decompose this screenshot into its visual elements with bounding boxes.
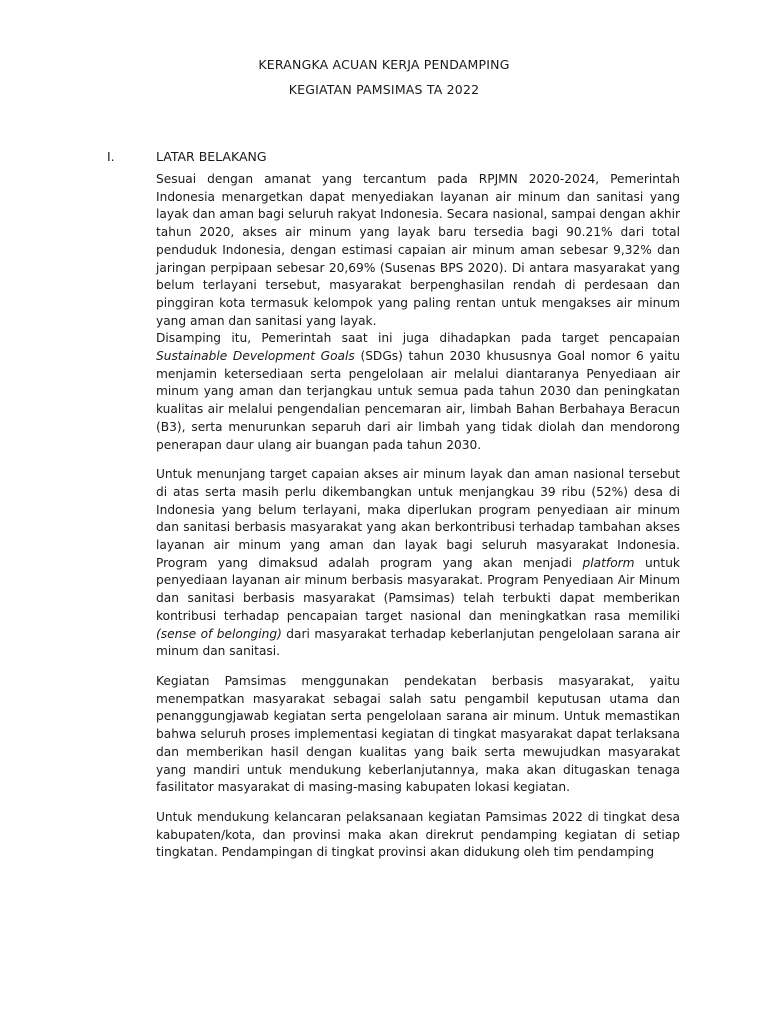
paragraph-2-emphasis: Sustainable Development Goals [156, 349, 355, 364]
document-title-line-1: KERANGKA ACUAN KERJA PENDAMPING [258, 57, 510, 72]
section-number: I. [107, 149, 115, 164]
paragraph-3 [156, 466, 680, 661]
section-heading: LATAR BELAKANG [156, 149, 267, 164]
section-body [156, 171, 680, 862]
paragraph-3-emphasis-platform: platform [582, 555, 635, 570]
paragraph-2 [156, 330, 680, 454]
paragraph-3-emphasis-sense: (sense of belonging) [156, 626, 282, 641]
paragraph-2-text-a: Disamping itu, Pemerintah saat ini juga dihadapkan pada target pencapaian [156, 331, 680, 346]
paragraph-3-text-a: Untuk menunjang target capaian akses air minum layak dan aman nasional tersebut di atas serta masih perlu dikembangkan untuk menjangkau 39 ribu (52%) desa di Indonesia yang belum terlayani, maka diperlukan program penyediaan air minum dan sanitasi berbasis masyarakat yang akan berkontribusi terhadap tambahan akses layanan air minum yang aman dan layak bagi seluruh masyarakat Indonesia. Program yang dimaksud adalah program yang akan menjadi [156, 467, 680, 570]
paragraph-3-text-b: untuk penyediaan layanan air minum berbasis masyarakat. Program Penyediaan Air Minum dan sanitasi berbasis masyarakat (Pamsimas) telah terbukti dapat memberikan kontribusi terhadap pencapaian target nasional dan meningkatkan rasa memiliki [156, 555, 680, 623]
document-title-line-2: KEGIATAN PAMSIMAS TA 2022 [288, 82, 480, 97]
paragraph-3-text-c: dari masyarakat terhadap keberlanjutan pengelolaan sarana air minum dan sanitasi. [156, 626, 680, 659]
paragraph-4: Kegiatan Pamsimas menggunakan pendekatan berbasis masyarakat, yaitu menempatkan masyarakat sebagai salah satu pengambil keputusan utama dan penanggungjawab kegiatan serta pengelolaan sarana air minum. Untuk memastikan bahwa seluruh proses implementasi kegiatan di tingkat masyarakat dapat terlaksana dan memberikan hasil dengan kualitas yang baik serta mewujudkan masyarakat yang mandiri untuk mendukung keberlanjutannya, maka akan ditugaskan tenaga fasilitator masyarakat di masing-masing kabupaten lokasi kegiatan. [156, 673, 680, 795]
paragraph-5: Untuk mendukung kelancaran pelaksanaan kegiatan Pamsimas 2022 di tingkat desa kabupaten/kota, dan provinsi maka akan direkrut pendamping kegiatan di setiap tingkatan. Pendampingan di tingkat provinsi akan didukung oleh tim pendamping [156, 809, 680, 860]
paragraph-1: Sesuai dengan amanat yang tercantum pada RPJMN 2020-2024, Pemerintah Indonesia menargetkan dapat menyediakan layanan air minum dan sanitasi yang layak dan aman bagi seluruh rakyat Indonesia. Secara nasional, sampai dengan akhir tahun 2020, akses air minum yang layak baru tersedia bagi 90.21% dari total penduduk Indonesia, dengan estimasi capaian air minum aman sebesar 9,32% dan jaringan perpipaan sebesar 20,69% (Susenas BPS 2020). Di antara masyarakat yang belum terlayani tersebut, masyarakat berpenghasilan rendah di perdesaan dan pinggiran kota termasuk kelompok yang paling rentan untuk mengakses air minum yang aman dan sanitasi yang layak. [156, 172, 680, 328]
paragraph-2-text-b: (SDGs) tahun 2030 khususnya Goal nomor 6 yaitu menjamin ketersediaan serta pengelolaan air melalui diantaranya Penyediaan air minum yang aman dan terjangkau untuk semua pada tahun 2030 dan peningkatan kualitas air melalui pengendalian pencemaran air, limbah Bahan Berbahaya Beracun (B3), serta menurunkan separuh dari air limbah yang tidak diolah dan mendorong penerapan daur ulang air buangan pada tahun 2030. [156, 349, 680, 452]
